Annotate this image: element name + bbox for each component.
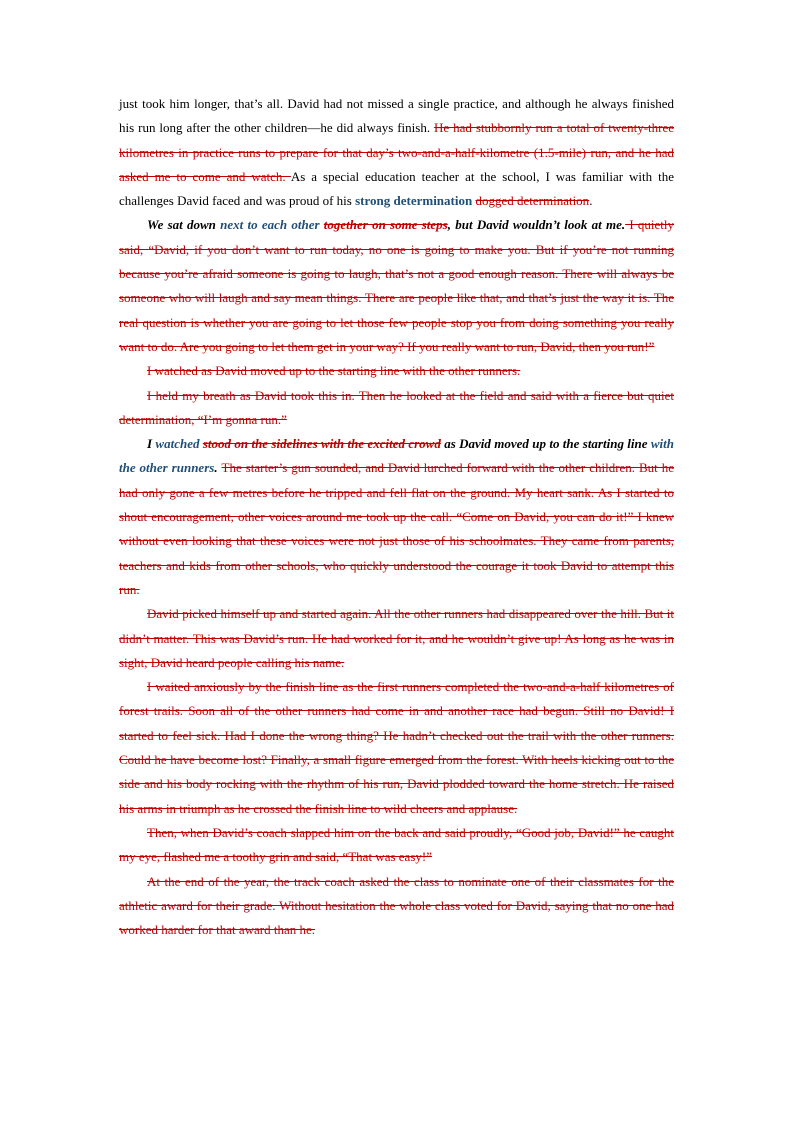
paragraph (119, 675, 674, 821)
tracked-deletion: I watched as David moved up to the starting line with the other runners. (147, 363, 521, 379)
paragraph (119, 870, 674, 943)
tracked-insertion: with the other runners (119, 436, 675, 476)
text-run: just took him longer, that’s all. David had not missed a single practice, and although he always finished his run long after the other children—he did always finish. (119, 96, 674, 136)
tracked-deletion: Then, when David’s coach slapped him on the back and said proudly, “Good job, David!” he caught my eye, flashed me a toothy grin and said, “That was easy!” (119, 824, 674, 865)
document-page (119, 92, 674, 942)
text-run: . (214, 460, 222, 476)
tracked-deletion: He had stubbornly run a total of twenty-three kilometres in practice runs to prepare for that day’s two-and-a-half-kilometre (1.5-mile) run, and he had asked me to come and watch. (119, 120, 675, 184)
tracked-insertion: watched (155, 436, 200, 452)
text-run: . (589, 193, 593, 209)
tracked-deletion: stood on the sidelines with the excited crowd (202, 436, 441, 452)
paragraph (119, 92, 674, 213)
paragraph (119, 602, 674, 675)
paragraph (119, 821, 674, 870)
tracked-deletion: I quietly said, “David, if you don’t want to run today, no one is going to make you. But if you’re not running because you’re afraid someone is going to laugh, that’s not a good enough reason. There will always be someone who will laugh and say mean things. There are people like that, and that’s just the way it is. The real question is whether you are going to let those few people stop you from doing something you really want to do. Are you going to let them get in your way? If you really want to run, David, then you run!” (119, 217, 675, 354)
tracked-deletion: David picked himself up and started again. All the other runners had disappeared over the hill. But it didn’t matter. This was David’s run. He had worked for it, and he wouldn’t give up! As long as he was in sight, David heard people calling his name. (119, 606, 674, 670)
tracked-deletion: dogged determination (475, 193, 590, 209)
tracked-insertion: next to each other (220, 217, 320, 233)
paragraph (119, 432, 674, 602)
tracked-insertion: strong determination (355, 193, 473, 209)
paragraph (119, 359, 674, 383)
paragraph (119, 384, 674, 433)
text-run: , but David wouldn’t look at me. (447, 217, 626, 233)
text-run: As a special education teacher at the school, I was familiar with the challenges David faced and was proud of his (119, 168, 674, 209)
tracked-deletion: I held my breath as David took this in. Then he looked at the field and said with a fierce but quiet determination, “I’m gonna run.” (119, 387, 674, 427)
tracked-deletion: I waited anxiously by the finish line as the first runners completed the two-and-a-half kilometres of forest trails. Soon all of the other runners had come in and another race had begun. Still no David! I started to feel sick. Had I done the wrong thing? He hadn’t checked out the trail with the other runners. Could he have become lost? Finally, a small figure emerged from the forest. With heels kicking out to the side and his body rocking with the rhythm of his run, David plodded toward the home stretch. He raised his arms in triumph as he crossed the finish line to wild cheers and applause. (119, 679, 674, 816)
tracked-deletion: At the end of the year, the track coach asked the class to nominate one of their classmates for the athletic award for their grade. Without hesitation the whole class voted for David, saying that no one had worked harder for that award than he. (119, 873, 674, 938)
text-run: as David moved up to the starting line (440, 436, 651, 452)
tracked-deletion: The starter’s gun sounded, and David lurched forward with the other children. But he had only gone a few metres before he tripped and fell flat on the ground. My heart sank. As I started to shout encouragement, other voices around me took up the call. “Come on David, you can do it!” I knew without even looking that these voices were not just those of his schoolmates. They came from parents, teachers and kids from other schools, who quickly understood the courage it took David to attempt this run. (119, 460, 674, 597)
paragraph (119, 213, 674, 359)
text-run: I (147, 436, 156, 452)
text-run: We sat down (147, 217, 221, 233)
tracked-deletion: together on some steps (323, 217, 448, 233)
